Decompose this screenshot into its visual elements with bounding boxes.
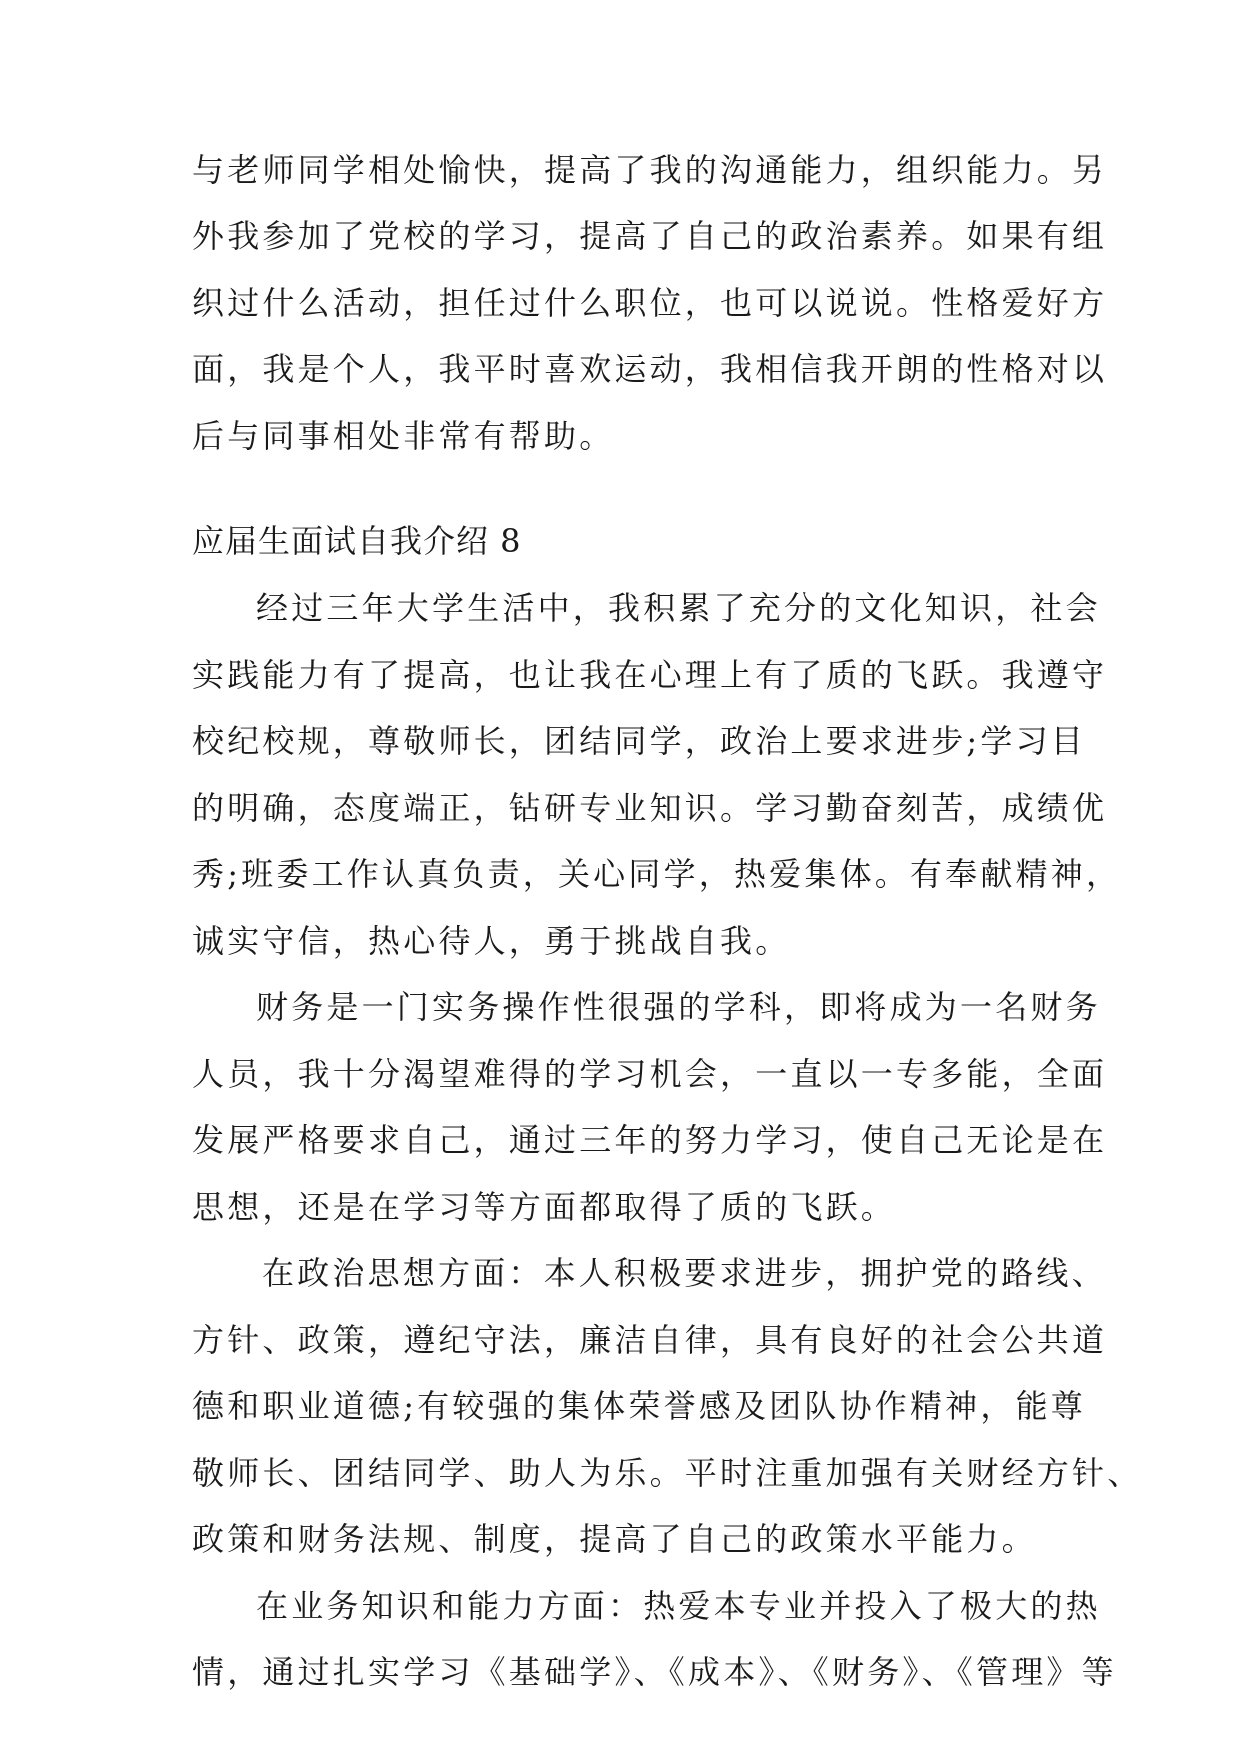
text-line: 发展严格要求自己，通过三年的努力学习，使自己无论是在 xyxy=(192,1121,1108,1159)
text-line: 经过三年大学生活中，我积累了充分的文化知识，社会 xyxy=(256,589,1101,627)
text-line: 政策和财务法规、制度，提高了自己的政策水平能力。 xyxy=(192,1520,1037,1558)
text-line: 后与同事相处非常有帮助。 xyxy=(192,417,615,455)
text-line: 在业务知识和能力方面：热爱本专业并投入了极大的热 xyxy=(256,1587,1101,1625)
text-line: 校纪校规，尊敬师长，团结同学，政治上要求进步;学习目 xyxy=(192,722,1086,760)
text-line: 敬师长、团结同学、助人为乐。平时注重加强有关财经方针、 xyxy=(192,1454,1143,1492)
text-line: 实践能力有了提高，也让我在心理上有了质的飞跃。我遵守 xyxy=(192,656,1108,694)
text-line: 人员，我十分渴望难得的学习机会，一直以一专多能，全面 xyxy=(192,1055,1108,1093)
text-line: 外我参加了党校的学习，提高了自己的政治素养。如果有组 xyxy=(192,217,1108,255)
text-line: 方针、政策，遵纪守法，廉洁自律，具有良好的社会公共道 xyxy=(192,1321,1108,1359)
text-line: 与老师同学相处愉快，提高了我的沟通能力，组织能力。另 xyxy=(192,151,1108,189)
text-line: 情，通过扎实学习《基础学》、《成本》、《财务》、《管理》等 xyxy=(192,1653,1117,1691)
section-heading: 应届生面试自我介绍 8 xyxy=(192,522,522,560)
text-line: 织过什么活动，担任过什么职位，也可以说说。性格爱好方 xyxy=(192,284,1108,322)
text-line: 诚实守信，热心待人，勇于挑战自我。 xyxy=(192,922,791,960)
text-line: 财务是一门实务操作性很强的学科，即将成为一名财务 xyxy=(256,988,1101,1026)
text-line: 德和职业道德;有较强的集体荣誉感及团队协作精神，能尊 xyxy=(192,1387,1086,1425)
text-line: 面，我是个人，我平时喜欢运动，我相信我开朗的性格对以 xyxy=(192,350,1108,388)
text-line: 在政治思想方面：本人积极要求进步，拥护党的路线、 xyxy=(262,1254,1107,1292)
text-line: 的明确，态度端正，钻研专业知识。学习勤奋刻苦，成绩优 xyxy=(192,789,1108,827)
text-line: 秀;班委工作认真负责，关心同学，热爱集体。有奉献精神， xyxy=(192,855,1122,893)
text-line: 思想，还是在学习等方面都取得了质的飞跃。 xyxy=(192,1188,897,1226)
